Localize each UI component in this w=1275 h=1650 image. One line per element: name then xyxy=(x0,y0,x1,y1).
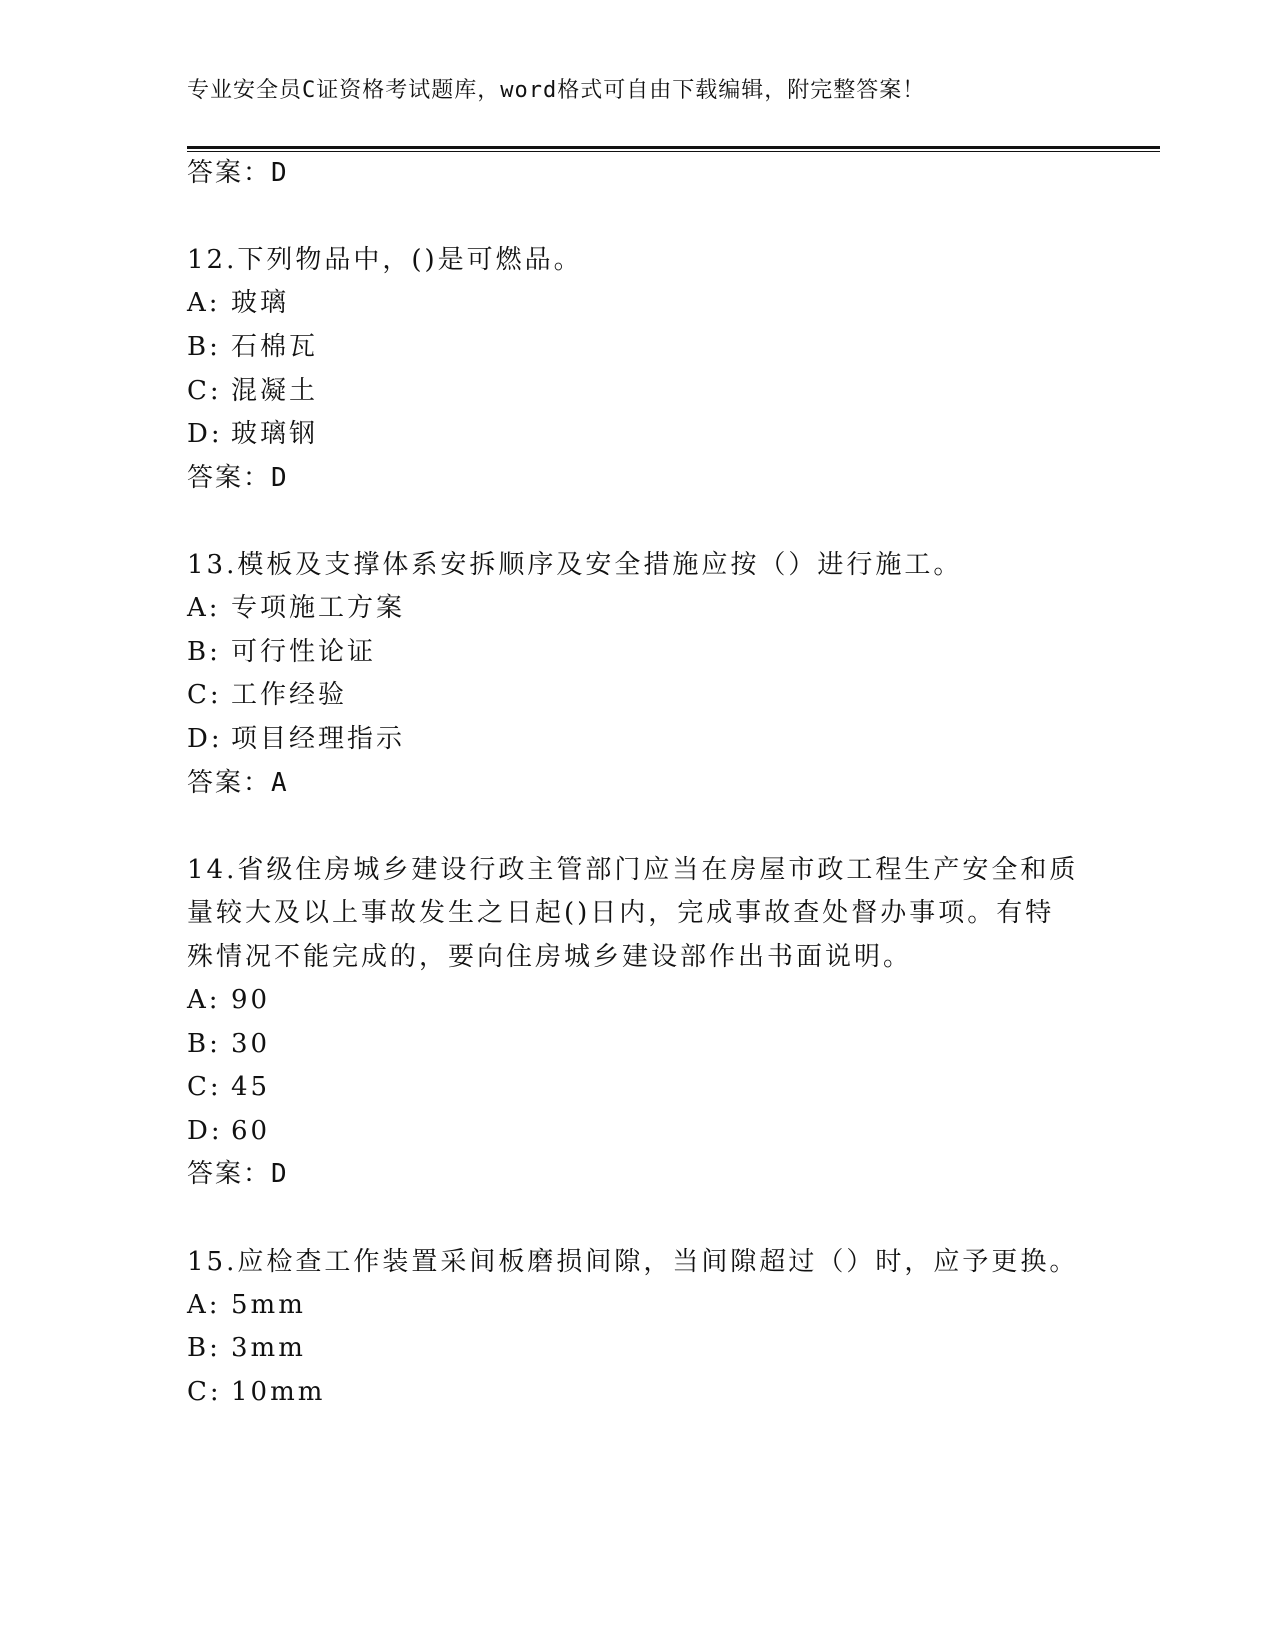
option-line xyxy=(187,419,318,449)
question-stem: 13.模板及支撑体系安拆顺序及安全措施应按（）进行施工。 xyxy=(187,550,963,580)
option-line xyxy=(187,724,405,754)
option-key: B: xyxy=(187,637,221,667)
option-line xyxy=(187,1029,270,1059)
option-key: A: xyxy=(187,288,221,318)
option-key: C: xyxy=(187,1072,222,1102)
option-key: B: xyxy=(187,1333,221,1363)
option-line xyxy=(187,1072,270,1102)
option-line xyxy=(187,332,318,362)
question-stem: 12.下列物品中，()是可燃品。 xyxy=(187,245,583,275)
option-text: 5mm xyxy=(231,1290,306,1320)
page-header: 专业安全员C证资格考试题库，word格式可自由下载编辑，附完整答案！ xyxy=(187,78,926,103)
answer-label: 答案： xyxy=(187,768,272,798)
option-key: D: xyxy=(187,724,223,754)
option-key: B: xyxy=(187,1029,221,1059)
option-text: 30 xyxy=(231,1029,271,1059)
question-stem-line: 殊情况不能完成的，要向住房城乡建设部作出书面说明。 xyxy=(187,942,913,972)
option-text: 专项施工方案 xyxy=(231,593,406,623)
answer-line xyxy=(187,768,289,798)
option-text: 石棉瓦 xyxy=(231,332,319,362)
option-line xyxy=(187,637,376,667)
answer-label: 答案： xyxy=(187,158,272,188)
question-stem-line: 14.省级住房城乡建设行政主管部门应当在房屋市政工程生产安全和质 xyxy=(187,855,1079,885)
option-key: B: xyxy=(187,332,221,362)
option-text: 混凝土 xyxy=(231,376,319,406)
option-line xyxy=(187,288,289,318)
option-line xyxy=(187,985,270,1015)
option-line xyxy=(187,1116,270,1146)
option-key: A: xyxy=(187,1290,221,1320)
option-line xyxy=(187,1333,306,1363)
question-stem: 15.应检查工作装置采间板磨损间隙，当间隙超过（）时，应予更换。 xyxy=(187,1247,1079,1277)
option-key: C: xyxy=(187,680,222,710)
option-key: C: xyxy=(187,376,222,406)
option-text: 90 xyxy=(231,985,271,1015)
answer-value: D xyxy=(271,1159,289,1189)
option-text: 项目经理指示 xyxy=(231,724,406,754)
option-key: D: xyxy=(187,1116,223,1146)
answer-line xyxy=(187,463,289,493)
option-line xyxy=(187,593,405,623)
option-key: D: xyxy=(187,419,223,449)
option-key: C: xyxy=(187,1377,222,1407)
option-text: 45 xyxy=(231,1072,271,1102)
header-divider-thick xyxy=(187,146,1160,149)
option-key: A: xyxy=(187,593,221,623)
answer-line xyxy=(187,158,289,188)
option-text: 玻璃 xyxy=(231,288,290,318)
answer-label: 答案： xyxy=(187,463,272,493)
answer-label: 答案： xyxy=(187,1159,272,1189)
option-text: 玻璃钢 xyxy=(231,419,319,449)
option-text: 10mm xyxy=(231,1377,326,1407)
answer-value: A xyxy=(271,768,289,798)
option-line xyxy=(187,376,318,406)
option-line xyxy=(187,1377,325,1407)
question-stem-line: 量较大及以上事故发生之日起()日内，完成事故查处督办事项。有特 xyxy=(187,898,1055,928)
answer-value: D xyxy=(271,158,289,188)
option-text: 工作经验 xyxy=(231,680,348,710)
option-text: 3mm xyxy=(231,1333,306,1363)
option-text: 可行性论证 xyxy=(231,637,377,667)
option-line xyxy=(187,680,347,710)
header-divider-thin xyxy=(187,151,1160,152)
answer-value: D xyxy=(271,463,289,493)
answer-line xyxy=(187,1159,289,1189)
option-text: 60 xyxy=(231,1116,271,1146)
option-key: A: xyxy=(187,985,221,1015)
option-line xyxy=(187,1290,306,1320)
